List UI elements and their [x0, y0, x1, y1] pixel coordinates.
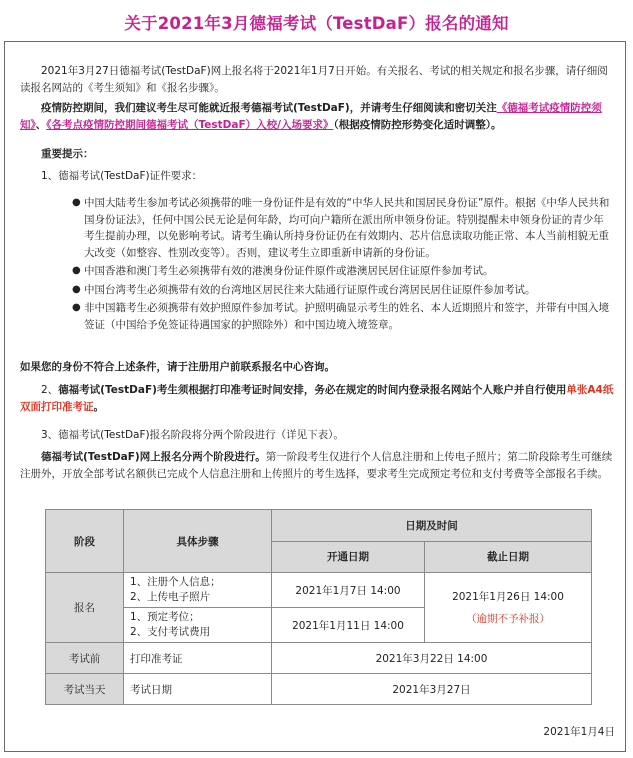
point-1: 1、德福考试(TestDaF)证件要求：: [41, 170, 203, 182]
footer-date: 2021年1月4日: [543, 726, 615, 738]
epidemic-paragraph: 疫情防控期间，我们建议考生尽可能就近报考德福考试(TestDaF)，并请考生仔细阅读和密切关注《德福考试疫情防控须知》、《各考点疫情防控期间德福考试（TestDaF）入校/入场要求》（根据疫情防控形势变化适时调整）。: [20, 102, 602, 131]
registration-open-2: 2021年1月11日 14:00: [272, 608, 425, 643]
registration-open-1: 2021年1月7日 14:00: [272, 573, 425, 608]
registration-steps-1: 1、注册个人信息； 2、上传电子照片: [124, 573, 272, 608]
exam-day-step: 考试日期: [124, 674, 272, 705]
late-note: （逾期不予补报）: [466, 612, 550, 625]
point-2: 2、德福考试(TestDaF)考生须根据打印准考证时间安排，务必在规定的时间内登录报名网站个人账户并自行使用单张A4纸双面打印准考证。: [20, 384, 614, 413]
list-item: ● 中国大陆考生参加考试必须携带的唯一身份证件是有效的“中华人民共和国居民身份证”原件。根据《中华人民共和国身份证法》，任何中国公民无论是何年龄，均可向户籍所在派出所申领身份证。特别提醒未申领身份证的青少年考生提前办理，以免影响考试。请考生确认所持身份证仍在有效期内、芯片信息读取功能正常、本人当前相貌无重大改变（如整容、性别改变等）。否则，建议考生立即重新申请新的身份证。: [72, 197, 610, 259]
bullet-icon: ●: [72, 197, 81, 208]
table-row: [46, 674, 592, 705]
stages-paragraph: 德福考试(TestDaF)网上报名分两个阶段进行。第一阶段考生仅进行个人信息注册和上传电子照片；第二阶段除考生可继续注册外，开放全部考试名额供已完成个人信息注册和上传照片的考生选择，要求考生完成预定考位和支付考费等全部报名手续。: [20, 451, 613, 480]
registration-schedule-table: [45, 509, 592, 705]
header-steps: 具体步骤: [124, 510, 272, 573]
header-stage: 阶段: [46, 510, 124, 573]
before-exam-step: 打印准考证: [124, 643, 272, 674]
registration-steps-2: 1、预定考位； 2、支付考试费用: [124, 608, 272, 643]
venue-requirements-link[interactable]: 《各考点疫情防控期间德福考试（TestDaF）入校/入场要求》: [46, 118, 334, 131]
stage-exam-day: 考试当天: [46, 674, 124, 705]
print-admission-highlight: 单张A4纸双面打印准考证: [20, 384, 614, 413]
exam-day-date: 2021年3月27日: [272, 674, 592, 705]
important-heading: 重要提示：: [41, 148, 94, 160]
table-row: [46, 510, 592, 542]
identity-note: 如果您的身份不符合上述条件，请于注册用户前联系报名中心咨询。: [20, 361, 335, 373]
stage-before-exam: 考试前: [46, 643, 124, 674]
table-row: [46, 643, 592, 674]
before-exam-date: 2021年3月22日 14:00: [272, 643, 592, 674]
id-requirements-list: [72, 195, 612, 335]
list-item: ● 中国香港和澳门考生必须携带有效的港澳身份证件原件或港澳居民居住证原件参加考试。: [72, 263, 612, 280]
epidemic-lead: 疫情防控期间，我们建议考生尽可能就近报考德福考试(TestDaF)，并请考生仔细阅读和密切关注: [41, 102, 497, 114]
page-title: 关于2021年3月德福考试（TestDaF）报名的通知: [124, 14, 509, 33]
point-3: 3、德福考试(TestDaF)报名阶段将分两个阶段进行（详见下表）。: [41, 429, 344, 441]
bullet-icon: ●: [72, 283, 81, 295]
header-open-date: 开通日期: [272, 541, 425, 573]
epidemic-notice-link[interactable]: 《德福考试疫情防控须知》: [20, 102, 602, 131]
header-close-date: 截止日期: [425, 541, 592, 573]
bullet-icon: ●: [72, 265, 81, 276]
registration-close: 2021年1月26日 14:00 （逾期不予补报）: [425, 573, 592, 643]
table-row: [46, 573, 592, 608]
list-item: ● 非中国籍考生必须携带有效护照原件参加考试。护照明确显示考生的姓名、本人近期照片和签字，并带有中国入境签证（中国给予免签证待遇国家的护照除外）和中国边境入境签章。: [72, 302, 609, 331]
list-item: ● 中国台湾考生必须携带有效的台湾地区居民往来大陆通行证原件或台湾居民居住证原件参加考试。: [72, 282, 612, 299]
intro-paragraph: 2021年3月27日德福考试(TestDaF)网上报名将于2021年1月7日开始。有关报名、考试的相关规定和报名步骤，请仔细阅读报名网站的《考生须知》和《报名步骤》。: [20, 65, 608, 94]
stage-registration: 报名: [46, 573, 124, 643]
bullet-icon: ●: [72, 302, 81, 313]
header-datetime: 日期及时间: [272, 510, 592, 542]
